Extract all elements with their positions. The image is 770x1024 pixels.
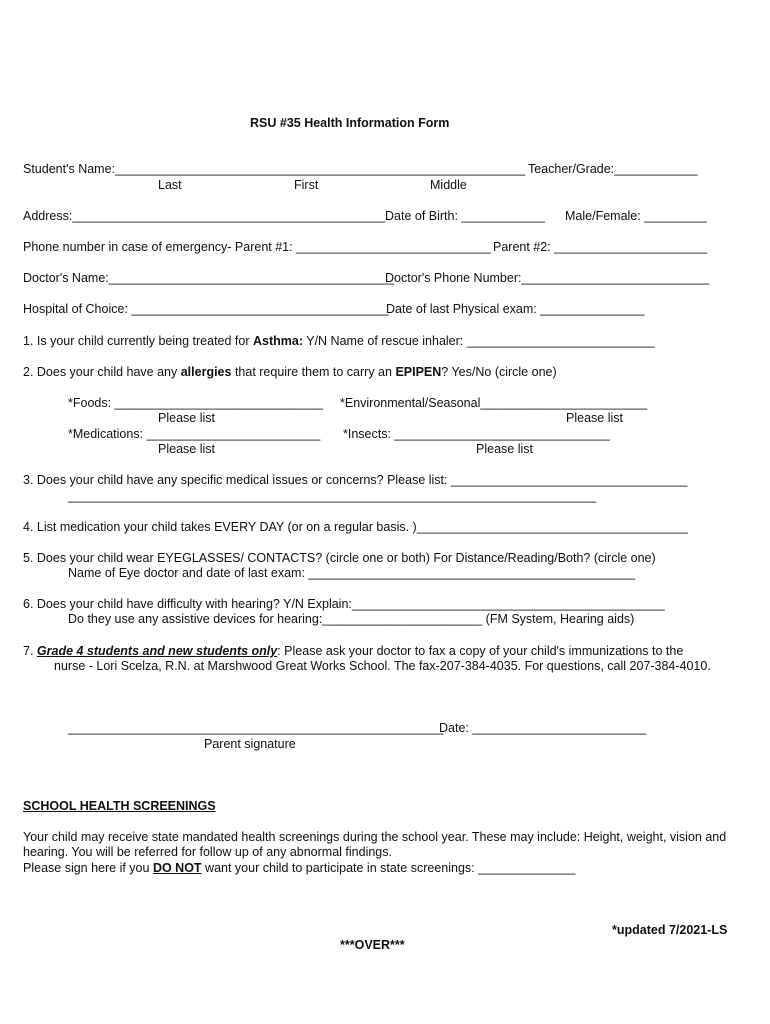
signature-date-field[interactable]: Date: _________________________: [439, 721, 647, 735]
please-list-label: Please list: [566, 411, 623, 425]
hearing-devices-field[interactable]: Do they use any assistive devices for hearing:_______________________ (FM System, Hearing aids): [68, 612, 635, 626]
screenings-heading: SCHOOL HEALTH SCREENINGS: [23, 799, 216, 813]
please-list-label: Please list: [158, 411, 215, 425]
q1-text: 1. Is your child currently being treated for: [23, 334, 253, 348]
eye-doctor-field[interactable]: Name of Eye doctor and date of last exam: _______________________________________________: [68, 566, 636, 580]
teacher-grade-field[interactable]: Teacher/Grade:____________: [528, 162, 698, 176]
question-immunizations: [23, 644, 683, 658]
parent-signature-line[interactable]: ______________________________________________________: [68, 721, 444, 735]
name-last-label: Last: [158, 178, 182, 192]
q1-post: Y/N Name of rescue inhaler: ___________________________: [303, 334, 655, 348]
q2-mid: that require them to carry an: [231, 365, 396, 379]
screenings-text-1: Your child may receive state mandated health screenings during the school year. These may include: Height, weight, vision and: [23, 830, 727, 844]
parent2-phone-field[interactable]: Parent #2: ______________________: [493, 240, 708, 254]
name-middle-label: Middle: [430, 178, 467, 192]
name-first-label: First: [294, 178, 319, 192]
q2-post: ? Yes/No (circle one): [441, 365, 557, 379]
q7-number: 7.: [23, 644, 37, 658]
last-physical-field[interactable]: Date of last Physical exam: _______________: [386, 302, 645, 316]
question-eyeglasses: 5. Does your child wear EYEGLASSES/ CONTACTS? (circle one or both) For Distance/Reading/Both? (circle one): [23, 551, 656, 565]
address-field[interactable]: Address:_____________________________________________: [23, 209, 386, 223]
please-list-label: Please list: [476, 442, 533, 456]
screenings-text-2: hearing. You will be referred for follow up of any abnormal findings.: [23, 845, 392, 859]
question-allergies: [23, 365, 557, 379]
screenings-opt-out-field[interactable]: [23, 861, 575, 875]
immunizations-nurse-line: nurse - Lori Scelza, R.N. at Marshwood Great Works School. The fax-207-384-4035. For questions, call 207-384-4010.: [54, 659, 711, 673]
q2-bold-epipen: EPIPEN: [395, 365, 442, 379]
over-note: ***OVER***: [340, 938, 405, 952]
q2-bold-allergies: allergies: [180, 365, 232, 379]
parent-signature-label: Parent signature: [204, 737, 296, 751]
form-title: RSU #35 Health Information Form: [250, 116, 450, 130]
insects-field[interactable]: *Insects: _______________________________: [343, 427, 610, 441]
question-daily-medication[interactable]: 4. List medication your child takes EVERY DAY (or on a regular basis. )_______________________________________: [23, 520, 688, 534]
foods-field[interactable]: *Foods: ______________________________: [68, 396, 324, 410]
updated-note: *updated 7/2021-LS: [612, 923, 728, 937]
question-medical-issues[interactable]: 3. Does your child have any specific medical issues or concerns? Please list: __________________________________: [23, 473, 688, 487]
q7-post: : Please ask your doctor to fax a copy of your child's immunizations to the: [277, 644, 684, 658]
parent1-phone-field[interactable]: Phone number in case of emergency- Parent #1: ____________________________: [23, 240, 491, 254]
medical-issues-line[interactable]: ____________________________________________________________________________: [68, 489, 597, 503]
question-hearing[interactable]: 6. Does your child have difficulty with hearing? Y/N Explain:_____________________________________________: [23, 597, 665, 611]
please-list-label: Please list: [158, 442, 215, 456]
opt-out-pre: Please sign here if you: [23, 861, 153, 875]
doctor-name-field[interactable]: Doctor's Name:_________________________________________: [23, 271, 394, 285]
doctor-phone-field[interactable]: Doctor's Phone Number:___________________________: [385, 271, 710, 285]
student-name-field[interactable]: Student's Name:___________________________________________________________: [23, 162, 526, 176]
hospital-field[interactable]: Hospital of Choice: _____________________________________: [23, 302, 389, 316]
q7-bold: Grade 4 students and new students only: [36, 644, 278, 658]
medications-field[interactable]: *Medications: _________________________: [68, 427, 321, 441]
opt-out-bold: DO NOT: [152, 861, 202, 875]
environmental-field[interactable]: *Environmental/Seasonal________________________: [340, 396, 648, 410]
opt-out-post: want your child to participate in state screenings: ______________: [201, 861, 576, 875]
q1-bold: Asthma:: [252, 334, 303, 348]
dob-field[interactable]: Date of Birth: ____________: [385, 209, 545, 223]
sex-field[interactable]: Male/Female: _________: [565, 209, 707, 223]
q2-text: 2. Does your child have any: [23, 365, 181, 379]
question-asthma[interactable]: [23, 334, 654, 348]
